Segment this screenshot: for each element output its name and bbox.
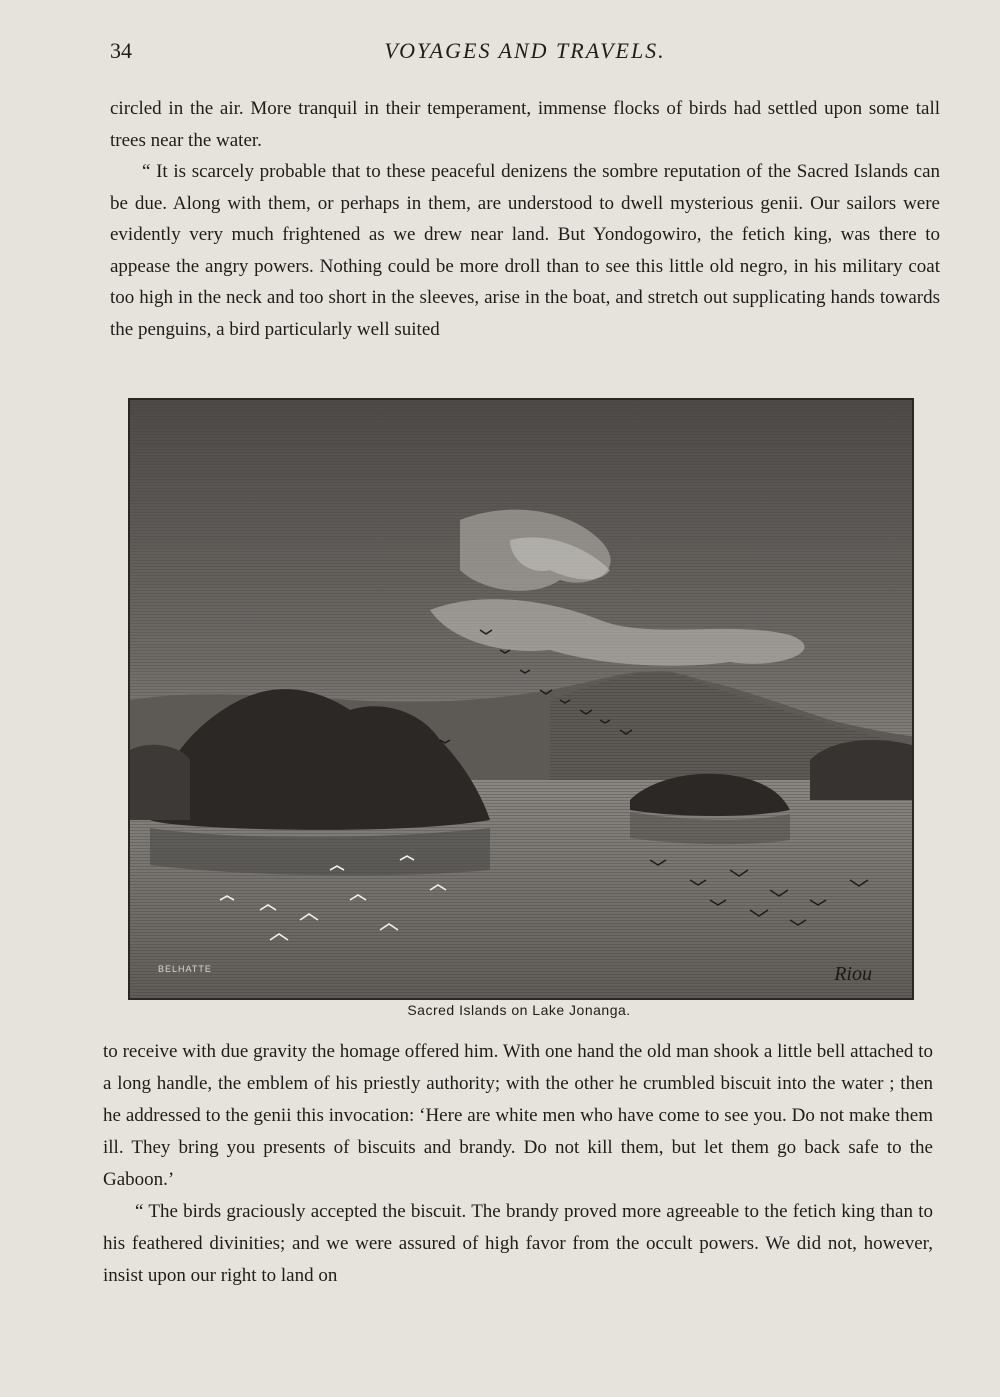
paragraph: “ The birds graciously accepted the biscuit. The brandy proved more agreeable to the fetich king than to his feathered divinities; and we were assured of high favor from the occult powers. We did not, however, insist upon our right to land on [103, 1201, 933, 1286]
paragraph: circled in the air. More tranquil in their temperament, immense flocks of birds had settled upon some tall trees near the water. [110, 98, 940, 151]
paragraph: to receive with due gravity the homage offered him. With one hand the old man shook a little bell attached to a long handle, the emblem of his priestly authority; with the other he crumbled biscuit into the water ; then he addressed to the genii this invocation: ‘Here are white men who have come to see you. Do not make them ill. They bring you presents of biscuits and brandy. Do not kill them, but let them go back safe to the Gaboon.’ [103, 1041, 933, 1190]
body-text-top [110, 93, 940, 345]
engraver-signature-left: BELHATTE [158, 964, 212, 974]
engraver-signature-right: Riou [834, 963, 872, 985]
figure-caption: Sacred Islands on Lake Jonanga. [407, 1002, 631, 1018]
page-number: 34 [110, 38, 132, 63]
engraving-illustration [128, 398, 914, 1000]
page-header [110, 38, 940, 68]
body-text-bottom [103, 1036, 933, 1292]
paragraph: “ It is scarcely probable that to these peaceful denizens the sombre reputation of the Sacred Islands can be due. Along with them, or perhaps in them, are understood to dwell mysterious genii. Our sailors were evidently very much frightened as we drew near land. But Yondogowiro, the fetich king, was there to appease the angry powers. Nothing could be more droll than to see this little old negro, in his military coat too high in the neck and too short in the sleeves, arise in the boat, and stretch out supplicating hands towards the penguins, a bird particularly well suited [110, 161, 940, 340]
lake-landscape-engraving [130, 400, 912, 998]
running-title: VOYAGES AND TRAVELS. [384, 38, 666, 63]
